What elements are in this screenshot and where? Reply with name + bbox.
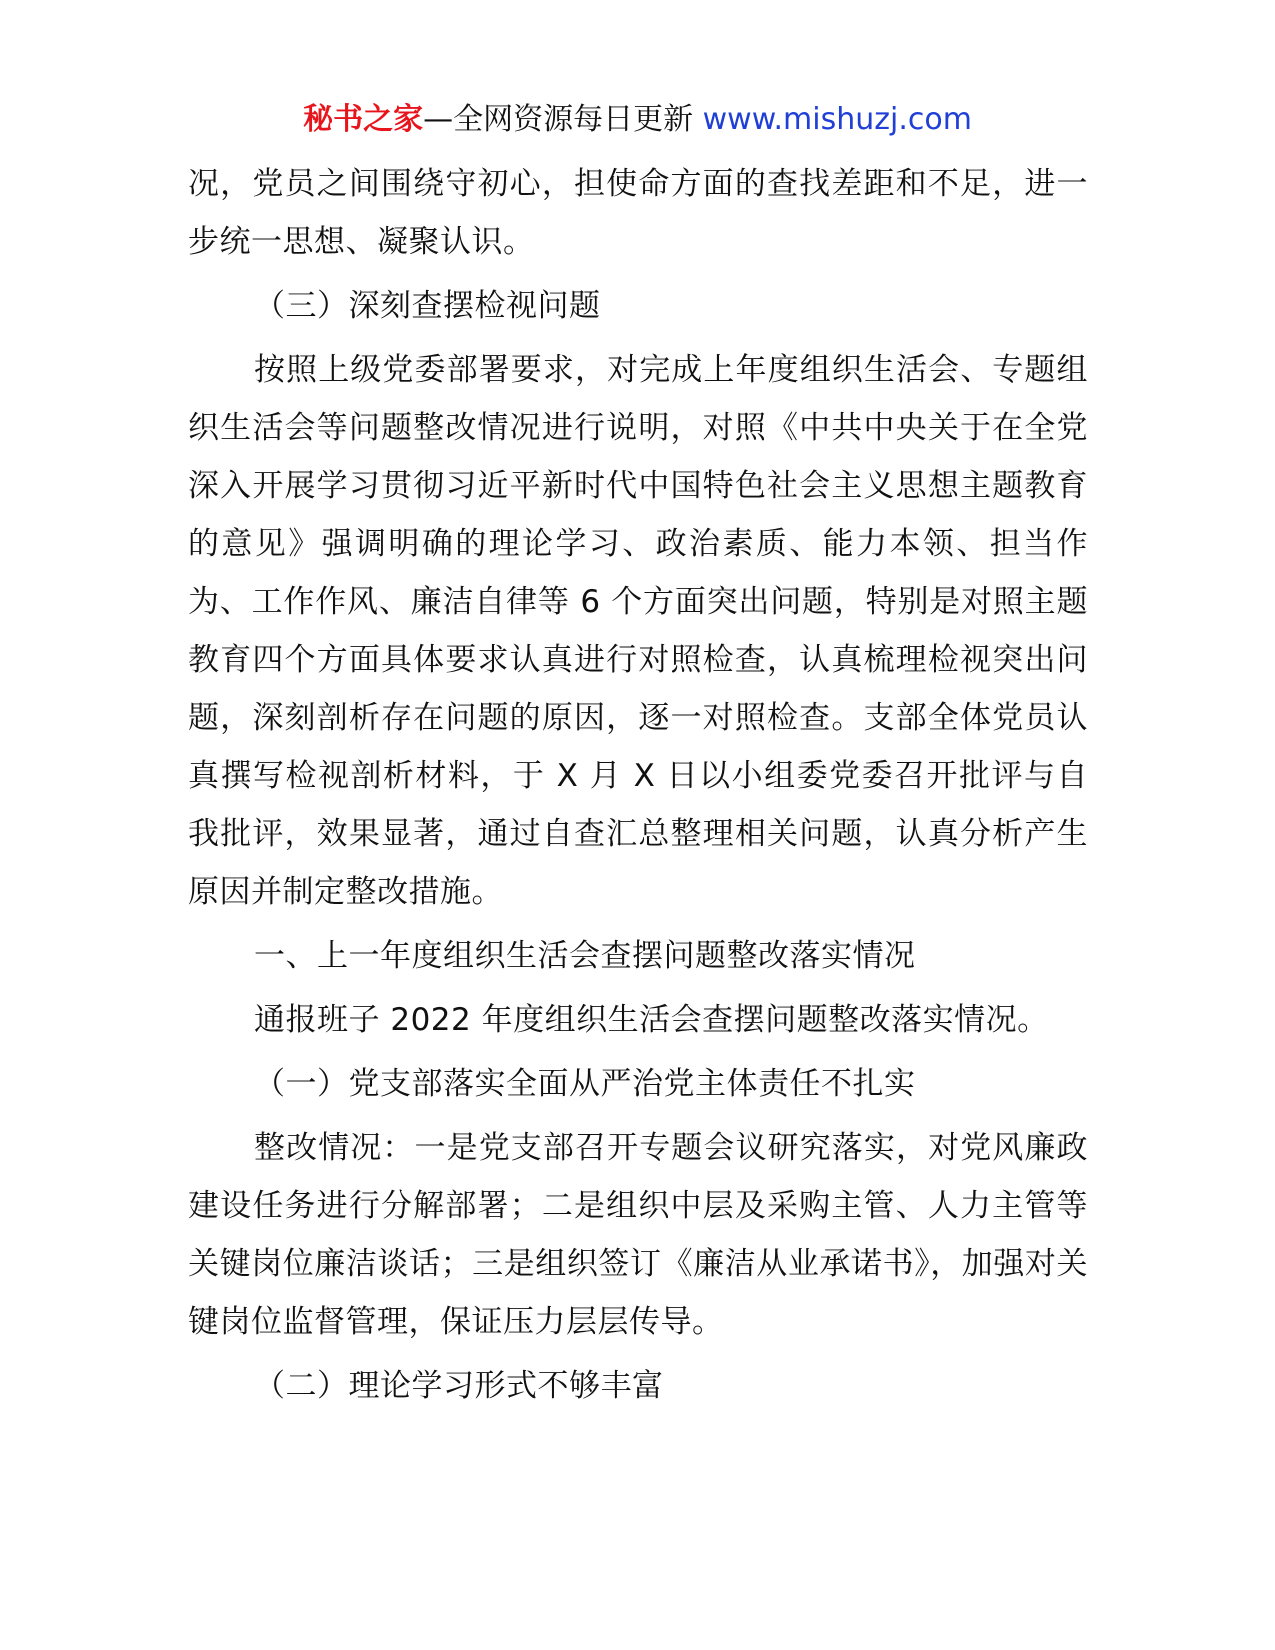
header-brand: 秘书之家 xyxy=(303,102,424,137)
paragraph-notice: 通报班子 2022 年度组织生活会查摆问题整改落实情况。 xyxy=(254,1002,1049,1038)
paragraph-continuation: 况，党员之间围绕守初心，担使命方面的查找差距和不足，进一步统一思想、凝聚认识。 xyxy=(188,166,1088,260)
section-heading-2: （二）理论学习形式不够丰富 xyxy=(254,1368,664,1404)
header-tagline: —全网资源每日更新 xyxy=(423,102,694,137)
section-heading-1: （一）党支部落实全面从严治党主体责任不扎实 xyxy=(254,1066,916,1102)
section-heading-3: （三）深刻查摆检视问题 xyxy=(254,288,601,324)
page-header xyxy=(0,100,1275,140)
paragraph-inspection: 按照上级党委部署要求，对完成上年度组织生活会、专题组织生活会等问题整改情况进行说明，对照《中共中央关于在全党深入开展学习贯彻习近平新时代中国特色社会主义思想主题教育的意见》强调明确的理论学习、政治素质、能力本领、担当作为、工作作风、廉洁自律等 6 个方面突出问题，特别是对照主题教育四个方面具体要求认真进行对照检查，认真梳理检视突出问题，深刻剖析存在问题的原因，逐一对照检查。支部全体党员认真撰写检视剖析材料，于 X 月 X 日以小组委党委召开批评与自我批评，效果显著，通过自查汇总整理相关问题，认真分析产生原因并制定整改措施。 xyxy=(188,352,1088,910)
document-body xyxy=(188,155,1088,1415)
paragraph-rectification: 整改情况：一是党支部召开专题会议研究落实，对党风廉政建设任务进行分解部署；二是组织中层及采购主管、人力主管等关键岗位廉洁谈话；三是组织签订《廉洁从业承诺书》，加强对关键岗位监督管理，保证压力层层传导。 xyxy=(188,1130,1088,1340)
chapter-heading-1: 一、上一年度组织生活会查摆问题整改落实情况 xyxy=(254,938,916,974)
header-url-link[interactable]: www.mishuzj.com xyxy=(702,102,972,137)
